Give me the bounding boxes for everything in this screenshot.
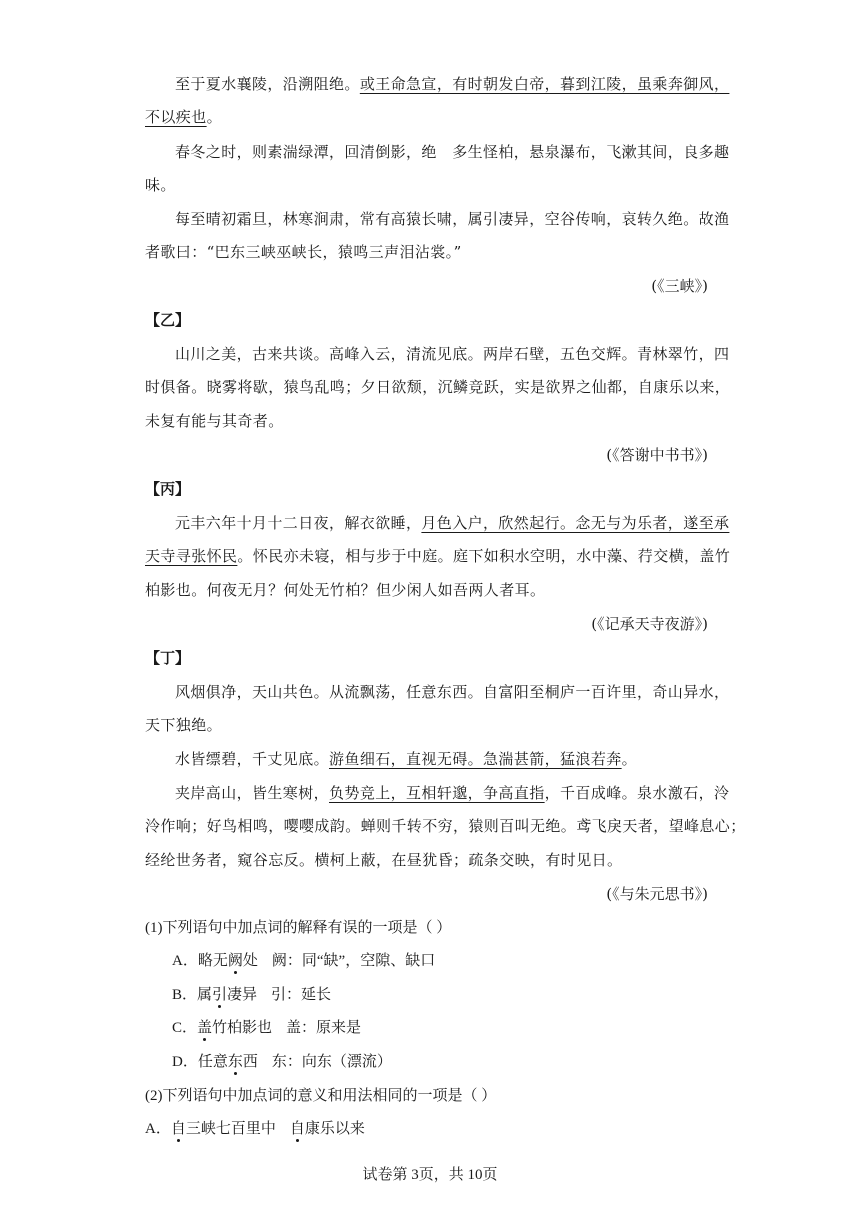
text-segment: 。 [621,750,638,768]
question-stem: (1)下列语句中加点词的解释有误的一项是（ ） [145,920,452,936]
text-line: 时俱备。晓雾将歇，猿鸟乱鸣；夕日欲颓，沉鳞竞跃，实是欲界之仙都，自康乐以来， [145,378,731,396]
text-line: 泠作响；好鸟相鸣，嘤嘤成韵。蝉则千转不穷，猿则百叫无绝。鸢飞戾天者，望峰息心； [145,817,746,835]
option-text: B．属 [172,987,213,1003]
option-text: 处 [242,953,258,969]
text-line: 者歌曰：“巴东三峡巫峡长，猿鸣三声泪沾裳。” [145,243,462,261]
dotted-word: 自 [170,1121,186,1137]
text-segment: 元丰六年十月十二日夜，解衣欲睡， [175,514,422,532]
underlined-sentence: 游鱼细石，直视无碍。急湍甚箭，猛浪若奔 [329,750,622,768]
text-line: 经纶世务者，窥谷忘反。横柯上蔽，在昼犹昏；疏条交映，有时见日。 [145,851,623,869]
source-citation: (《与朱元思书》) [606,885,708,903]
option-explanation: 东：向东（漂流） [271,1054,392,1070]
text-line: 春冬之时，则素湍绿潭，回清倒影，绝 多生怪柏，悬泉瀑布，飞漱其间，良多趣 [175,143,730,161]
option-explanation: 阙：同“缺”，空隙、缺口 [271,953,436,969]
text-line [175,513,730,533]
option-text: C． [172,1020,198,1036]
option-text: A．略无 [172,953,228,969]
text-line: 味。 [145,176,176,194]
text-segment: 至于夏水襄陵，沿溯阻绝。 [175,75,360,93]
section-header: 【丙】 [145,480,191,498]
text-line: 未复有能与其奇者。 [145,412,284,430]
option-text: 三峡七百里中 [185,1121,276,1137]
dotted-word: 阙 [227,953,243,969]
underlined-sentence: 负势竞上，互相轩邈，争高直指 [329,784,545,802]
dotted-word: 引 [212,987,228,1003]
option-b [172,985,331,1005]
text-segment: ，千百成峰。泉水激石，泠 [544,784,730,802]
question-stem: (2)下列语句中加点词的意义和用法相同的一项是（ ） [145,1088,497,1104]
section-header: 【丁】 [145,649,191,667]
option-text: 凄异 [227,987,258,1003]
text-line [175,74,730,94]
option-text: D．任意 [172,1054,228,1070]
section-header: 【乙】 [145,311,191,329]
page-footer: 试卷第 3页，共 10页 [362,1167,498,1183]
text-line: 风烟俱净，天山共色。从流飘荡，任意东西。自富阳至桐庐一百许里，奇山异水， [175,683,730,701]
text-line: 柏影也。何夜无月？何处无竹柏？但少闲人如吾两人者耳。 [145,581,546,599]
option-explanation: 引：延长 [271,987,332,1003]
option-text: 康乐以来 [304,1121,365,1137]
option-c [172,1018,361,1038]
option-a [145,1119,365,1139]
underlined-sentence: 月色入户，欣然起行。念无与为乐者，遂至承 [421,514,730,532]
underlined-sentence: 或王命急宣，有时朝发白帝，暮到江陵，虽乘奔御风， [359,75,730,93]
option-text: A． [145,1121,171,1137]
text-line [175,783,730,803]
text-line: 每至晴初霜旦，林寒涧肃，常有高猿长啸，属引凄异，空谷传响，哀转久绝。故渔 [175,210,730,228]
dotted-word: 盖 [197,1020,213,1036]
text-segment: 。怀民亦未寝，相与步于中庭。庭下如积水空明，水中藻、荇交横，盖竹 [237,547,731,565]
dotted-word: 东 [227,1054,243,1070]
source-citation: (《三峡》) [651,277,708,295]
option-a [172,951,435,971]
text-line [145,546,731,566]
text-segment: 。 [206,108,223,126]
text-line: 天下独绝。 [145,716,223,734]
option-explanation: 盖：原来是 [286,1020,362,1036]
text-line [145,107,715,127]
underlined-sentence: 天寺寻张怀民 [145,547,238,565]
underlined-sentence: 不以疾也 [145,108,207,126]
option-text: 竹柏影也 [212,1020,273,1036]
option-text: 西 [242,1054,258,1070]
source-citation: (《记承天寺夜游》) [591,615,708,633]
option-d [172,1052,392,1072]
text-line: 山川之美，古来共谈。高峰入云，清流见底。两岸石壁，五色交辉。青林翠竹，四 [175,345,730,363]
text-segment: 水皆缥碧，千丈见底。 [175,750,330,768]
source-citation: (《答谢中书书》) [606,446,708,464]
text-segment: 夹岸高山，皆生寒树， [175,784,330,802]
dotted-word: 自 [289,1121,305,1137]
text-line [175,749,715,769]
